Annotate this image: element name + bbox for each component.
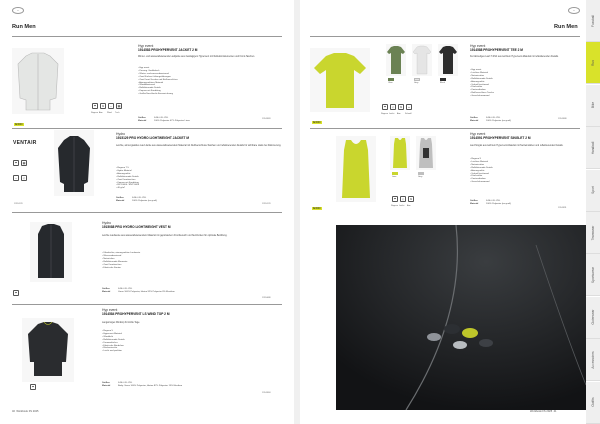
feature-item: • Kapuze mit Kordelzug	[116, 182, 286, 185]
material-icon: ▦	[22, 161, 26, 165]
footer-label: Workbook FS 2025	[16, 410, 39, 413]
feature-item: • Atmungsaktives Material	[138, 82, 286, 85]
fabric-icon: ▦	[117, 104, 121, 108]
article-number: 1914584	[262, 392, 271, 394]
article-number: 1915129	[14, 203, 23, 205]
tab-label: Run	[591, 59, 595, 66]
light-icon: ◇	[401, 197, 405, 201]
tab-sport[interactable]	[586, 170, 600, 212]
tab-label: Outfits	[591, 397, 595, 407]
feature-item: • Netzeinsätze	[470, 164, 570, 167]
product-features	[102, 252, 282, 269]
rain-icon: ☂	[383, 105, 387, 109]
rain-icon: ☂	[14, 161, 18, 165]
feature-item: • Atmungsaktiv	[470, 81, 570, 84]
divider	[310, 36, 580, 37]
product-specs	[470, 117, 560, 123]
product-brand: Hyp event	[470, 132, 486, 136]
product-name: 1914583 PROHYPERVENT JACKET 2 M	[138, 48, 198, 52]
spec-sizes: S-M-L-XL-XXL	[486, 200, 501, 202]
care-label: Leicht	[399, 205, 405, 207]
spec-label: Größen	[138, 117, 146, 119]
product-image-lightweight-jacket	[54, 130, 94, 196]
feature-item: • Geruchshemmend	[470, 95, 570, 98]
tab-label: Outerwear	[591, 309, 595, 325]
tab-label: Fussball	[591, 14, 595, 27]
color-swatch	[414, 78, 420, 81]
section-title: Run Men	[12, 24, 36, 30]
feature-item: • Zwei Fronttaschen	[102, 264, 282, 267]
spec-sizes: S-M-L-XL-XXL	[118, 288, 133, 290]
spec-sizes: S-M-L-XL-XXL	[486, 117, 501, 119]
care-label: Atm	[397, 113, 401, 115]
feature-item: • Schnell trocknend	[470, 173, 570, 176]
product-brand: Hyp event	[470, 44, 486, 48]
product-description: Lauf-Singlet aus leichtem Hypervent-Material mit Netzeinsätzen und reflektierenden Details.	[470, 145, 564, 147]
tab-label: Handball	[591, 141, 595, 154]
tab-outerwear[interactable]	[586, 297, 600, 339]
feature-item: • Hyp event	[470, 69, 570, 72]
product-image-tee-olive	[386, 44, 406, 76]
product-specs	[470, 200, 560, 206]
care-icons	[13, 175, 27, 181]
feature-item: • Kapuze mit Kordelzug	[138, 90, 286, 93]
feature-item: • Schnell trocknend	[470, 84, 570, 87]
care-label: Wind	[107, 112, 112, 114]
feature-item: • Reflektierende Details	[138, 87, 286, 90]
feature-item: • RS 10000 / MVP 6000	[116, 184, 286, 187]
product-badge: IE3000	[313, 121, 321, 124]
spec-material: 100% Polyester (recycelt)	[486, 202, 511, 205]
product-image-tee-grey	[412, 44, 432, 76]
divider	[12, 36, 282, 37]
rain-icon: ☂	[14, 291, 18, 295]
feature-item: • Winter- und wasserabweisend	[138, 73, 286, 76]
spec-label: Größen	[470, 200, 478, 202]
spec-label: Größen	[470, 117, 478, 119]
air-icon: ≋	[101, 104, 105, 108]
product-name: 1914591 PROHYPERVENT SINGLET 2 M	[470, 136, 531, 140]
lifestyle-photo	[336, 225, 586, 410]
swatch-label: Black	[440, 82, 445, 84]
tab-fussball[interactable]	[586, 0, 600, 42]
product-specs	[102, 382, 262, 388]
spec-label: Größen	[116, 197, 124, 199]
page-footer	[530, 410, 557, 413]
article-number: 1914588	[558, 118, 567, 120]
product-specs	[116, 197, 246, 203]
product-description: Winter- und wasserabweisende Laufjacke aus zweilagigem Hypervent mit Reflektor-Elementen und Front-Taschen.	[138, 56, 255, 58]
spec-sizes: S-M-L-XL-XXL	[154, 117, 169, 119]
feature-item: • Geruchshemmend	[470, 181, 570, 184]
divider	[12, 212, 282, 213]
spec-label: Größen	[102, 382, 110, 384]
product-badge: IE3000	[15, 123, 23, 126]
feature-item: • Flachnähte	[470, 175, 570, 178]
care-icons	[382, 104, 412, 110]
product-description: Kurzärmeliges Lauf-T-Shirt aus leichtem Hypervent-Material mit reflektierenden Details.	[470, 56, 559, 58]
air-icon: ≋	[399, 105, 403, 109]
feature-item: • Leicht und packbar	[102, 350, 282, 353]
article-number: 1914591	[558, 207, 567, 209]
tab-accessoires[interactable]	[586, 339, 600, 381]
product-heading	[102, 308, 282, 316]
feature-item: • Wasserabweisend	[102, 255, 282, 258]
spec-sizes: S-M-L-XL-XXL	[132, 197, 147, 199]
feature-item: • Kontrastfarben	[470, 89, 570, 92]
product-specs	[138, 117, 268, 123]
wind-icon: ~	[108, 103, 114, 109]
footer-label: Workbook FS 2025	[530, 410, 553, 413]
care-icons	[13, 160, 27, 166]
feature-item: • Reflektierende Details	[470, 78, 570, 81]
divider	[310, 128, 580, 129]
feature-item: • Leichtes Material	[470, 161, 570, 164]
feature-item: • 40 g/m²	[116, 187, 286, 190]
article-number: 1914583	[262, 118, 271, 120]
color-swatch	[392, 172, 398, 175]
feature-item: • Regnen 9	[470, 158, 570, 161]
care-label: Regnen	[381, 113, 389, 115]
feature-item: • Winddicht	[102, 336, 282, 339]
product-description: Langarmiges Windtop für kühle Tage.	[102, 322, 141, 324]
fast-dry-icon: »	[406, 104, 412, 110]
feature-item: • Reißverschluss-Tasche	[470, 92, 570, 95]
product-description: Leichte, atmungsaktive Lauf-Jacke aus wasserabweisendem Material mit Reißverschluss-Taschen und reflektierenden Details für sichtbare Läufe bei Dämmerung.	[116, 145, 282, 147]
feature-item: • Reflektierende Details	[102, 339, 282, 342]
brand-logo: ●	[568, 7, 580, 14]
feature-item: • Reflektierende Details	[470, 167, 570, 170]
care-label: Schnell	[405, 113, 412, 115]
spec-label: Material	[138, 119, 147, 122]
page-number: 40	[12, 410, 15, 413]
product-features	[102, 330, 282, 353]
page-number: 41	[553, 410, 557, 413]
product-features	[470, 69, 570, 98]
product-heading	[470, 132, 570, 140]
category-tabs	[586, 0, 600, 424]
care-icons	[392, 196, 414, 202]
feature-item: • Windabweisend	[138, 84, 286, 87]
feature-item: • Leichtes Material	[470, 72, 570, 75]
brand-logo: ●	[12, 7, 24, 14]
product-image-jacket	[12, 48, 64, 114]
product-heading	[102, 221, 282, 229]
care-label: Tuch	[115, 112, 120, 114]
feature-item: • Elastische Kanten	[102, 267, 282, 270]
feature-item: • Hypervent-Material	[102, 333, 282, 336]
care-label: Leicht	[389, 113, 395, 115]
wind-icon: ~	[13, 175, 19, 181]
feature-item: • Rückentasche	[102, 347, 282, 350]
product-heading	[470, 44, 570, 52]
feature-item: • Reflektierende Elemente	[102, 261, 282, 264]
product-name: 1915129 PRO HYDRO LIGHTWEIGHT JACKET M	[116, 136, 189, 140]
product-image-singlet-main	[336, 136, 376, 202]
feature-item: • Flachnähte	[470, 86, 570, 89]
divider	[12, 304, 282, 305]
product-image-wind-top	[22, 318, 74, 382]
product-heading	[116, 132, 286, 140]
spec-label: Größen	[102, 288, 110, 290]
spec-label: Material	[102, 290, 111, 293]
feature-item: • Regnen 7.5	[116, 167, 286, 170]
product-brand: Hydro	[102, 221, 112, 225]
spec-material: 100% Polyester 47% Polyester Linse	[154, 119, 190, 122]
spec-material: Body: Vorne 100% Polyester, Hinten 87% Polyester 13% Elasthan	[118, 384, 183, 387]
tab-sportswear[interactable]	[586, 254, 600, 296]
light-icon: ◇	[22, 176, 26, 180]
product-features	[138, 67, 286, 96]
ventair-logo: VENTAIR	[13, 140, 37, 146]
section-title: Run Men	[554, 24, 578, 30]
rain-icon: ☂	[93, 104, 97, 108]
air-icon: ≋	[409, 197, 413, 201]
article-number: 1915129	[262, 203, 271, 205]
care-label: Atm	[407, 205, 411, 207]
feature-item: • Elastische Bündchen	[102, 345, 282, 348]
product-name: 1914588 PROHYPERVENT TEE 2 M	[470, 48, 523, 52]
feature-item: • Atmungsaktiv	[470, 170, 570, 173]
article-number: 1915088	[262, 297, 271, 299]
spec-material: Vorne 100% Polyester, Hinten 92% Polyester 8% Elasthan	[118, 290, 175, 293]
swatch-label: Lime	[392, 176, 397, 178]
rain-icon: ☂	[31, 385, 35, 389]
divider	[12, 128, 282, 129]
feature-item: • Atmungsaktiv	[116, 173, 286, 176]
feature-item: • Kontrastfarben	[470, 178, 570, 181]
feature-item: • Größe/Geschlecht-Kennzeichnung	[138, 93, 286, 96]
color-swatch	[388, 78, 394, 81]
product-image-tee-black	[438, 44, 458, 76]
spec-label: Material	[470, 202, 479, 205]
product-name: 1914584 PROHYPERVENT LS WIND TOP 2 M	[102, 312, 170, 316]
feature-item: • Hyp event	[138, 67, 286, 70]
product-features	[116, 167, 286, 190]
product-heading	[138, 44, 288, 52]
tab-bike[interactable]	[586, 85, 600, 127]
spec-label: Material	[470, 119, 479, 122]
product-description: Leichte Laufweste aus wasserabweisendem Material mit gepolstertem Frontbereich und Netzrücken für optimale Belüftung.	[102, 235, 228, 237]
spec-label: Material	[116, 199, 125, 202]
feature-item: • Zwei Front-Taschen mit Reißverschluss	[138, 79, 286, 82]
product-image-vest	[30, 222, 72, 282]
product-name: 1915088 PRO HYDRO LIGHTWEIGHT VEST M	[102, 225, 171, 229]
color-swatch	[440, 78, 446, 81]
product-brand: Hyp event	[138, 44, 154, 48]
product-image-tee-main	[310, 48, 370, 112]
spec-material: 100% Polyester (recycelt)	[486, 119, 511, 122]
care-label: Regnen	[91, 112, 99, 114]
product-brand: Hydro	[116, 132, 126, 136]
feature-item: • Netzrücken	[102, 258, 282, 261]
care-icons	[13, 290, 19, 296]
feature-item: • Reflektierende Details	[116, 176, 286, 179]
product-features	[470, 158, 570, 184]
product-image-singlet-grey	[416, 136, 436, 170]
swatch-label: Grey	[418, 176, 423, 178]
care-label: Atm	[99, 112, 103, 114]
rain-icon: ☂	[393, 197, 397, 201]
feature-item: • Ultraleichte, atmungsaktive Laufweste	[102, 252, 282, 255]
tab-label: Bike	[591, 102, 595, 109]
feature-item: • Regnen 5	[102, 330, 282, 333]
tab-label: Sportswear	[591, 266, 595, 283]
product-brand: Hyp event	[102, 308, 118, 312]
product-badge: IE3000	[313, 207, 321, 210]
swatch-label: Olive	[388, 82, 393, 84]
feature-item: • Zwei Rücken-Lüftungsöffnungen	[138, 76, 286, 79]
spec-material: 100% Polyester (recycelt)	[132, 199, 157, 202]
care-icons	[92, 103, 122, 109]
feature-item: • Daumenlöcher	[102, 342, 282, 345]
product-image-singlet-lime	[390, 136, 410, 170]
left-page	[0, 0, 294, 424]
tab-run[interactable]	[586, 42, 600, 84]
tab-label: Accessoires	[591, 351, 595, 369]
tab-outfits[interactable]	[586, 382, 600, 424]
page-footer	[12, 410, 39, 413]
feature-item: • Netzeinsätze	[470, 75, 570, 78]
care-icons	[30, 384, 36, 390]
tab-label: Sport	[591, 186, 595, 194]
spec-sizes: S-M-L-XL-XXL	[118, 382, 133, 384]
swatch-label: Grey	[414, 82, 419, 84]
spec-label: Material	[102, 384, 111, 387]
care-label: Regnen	[391, 205, 399, 207]
light-icon: ◇	[391, 105, 395, 109]
tab-teamwear[interactable]	[586, 212, 600, 254]
color-swatch	[418, 172, 424, 175]
feature-item: • Hydro Material	[116, 170, 286, 173]
product-specs	[102, 288, 262, 294]
tab-handball[interactable]	[586, 127, 600, 169]
tab-label: Teamwear	[591, 225, 595, 240]
feature-item: • Zwei Fronttaschen	[116, 179, 286, 182]
feature-item: • Kurzreg. Grafikdruck	[138, 70, 286, 73]
